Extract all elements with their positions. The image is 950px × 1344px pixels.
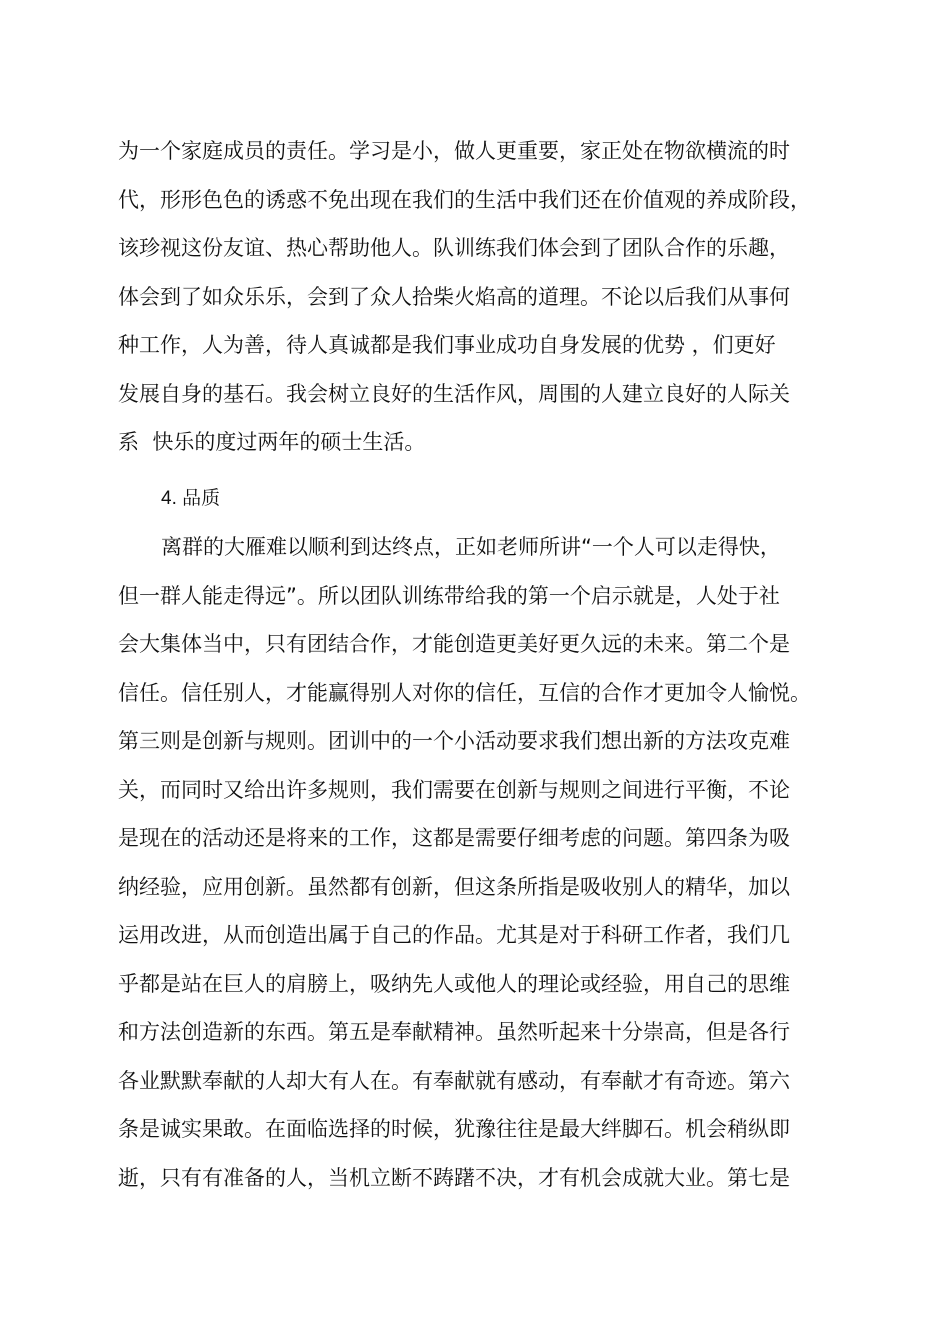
text-line: 会大集体当中，只有团结合作，才能创造更美好更久远的未来。第二个是	[118, 632, 790, 656]
text-line: 代，形形色色的诱惑不免出现在我们的生活中我们还在价值观的养成阶段，	[118, 187, 811, 212]
text-line: 乎都是站在巨人的肩膀上，吸纳先人或他人的理论或经验，用自己的思维	[118, 971, 790, 996]
text-line: 系 快乐的度过两年的硕士生活。	[118, 430, 426, 454]
text-line: 逝，只有有准备的人，当机立断不踌躇不决，才有机会成就大业。第七是	[118, 1165, 790, 1190]
text-line: 为一个家庭成员的责任。学习是小，做人更重要，家正处在物欲横流的时	[118, 139, 790, 163]
text-line: 和方法创造新的东西。第五是奉献精神。虽然听起来十分崇高，但是各行	[118, 1020, 790, 1044]
section-heading: 4. 品质	[161, 488, 221, 509]
text-line: 种工作，人为善，待人真诚都是我们事业成功自身发展的优势 ，们更好	[118, 333, 776, 357]
text-line: 离群的大雁难以顺利到达终点，正如老师所讲“一个人可以走得快，	[161, 535, 781, 559]
text-line: 该珍视这份友谊、热心帮助他人。队训练我们体会到了团队合作的乐趣，	[118, 236, 790, 260]
text-line: 运用改进，从而创造出属于自己的作品。尤其是对于科研工作者，我们几	[118, 923, 790, 947]
paragraph-quality	[118, 523, 858, 1202]
text-line: 关，而同时又给出许多规则，我们需要在创新与规则之间进行平衡，不论	[118, 777, 790, 802]
text-line: 体会到了如众乐乐，会到了众人拾柴火焰高的道理。不论以后我们从事何	[118, 284, 790, 309]
text-line: 第三则是创新与规则。团训中的一个小活动要求我们想出新的方法攻克难	[118, 729, 790, 753]
text-line: 信任。信任别人，才能赢得别人对你的信任，互信的合作才更加令人愉悦。	[118, 680, 811, 705]
text-line: 是现在的活动还是将来的工作，这都是需要仔细考虑的问题。第四条为吸	[118, 826, 790, 850]
text-line: 但一群人能走得远”。所以团队训练带给我的第一个启示就是，人处于社	[118, 583, 780, 608]
text-line: 发展自身的基石。我会树立良好的生活作风，周围的人建立良好的人际关	[118, 381, 790, 406]
text-line: 纳经验，应用创新。虽然都有创新，但这条所指是吸收别人的精华，加以	[118, 874, 790, 899]
text-line: 各业默默奉献的人却大有人在。有奉献就有感动，有奉献才有奇迹。第六	[118, 1068, 790, 1093]
text-line: 条是诚实果敢。在面临选择的时候，犹豫往往是最大绊脚石。机会稍纵即	[118, 1117, 790, 1141]
paragraph-continued	[118, 127, 858, 467]
